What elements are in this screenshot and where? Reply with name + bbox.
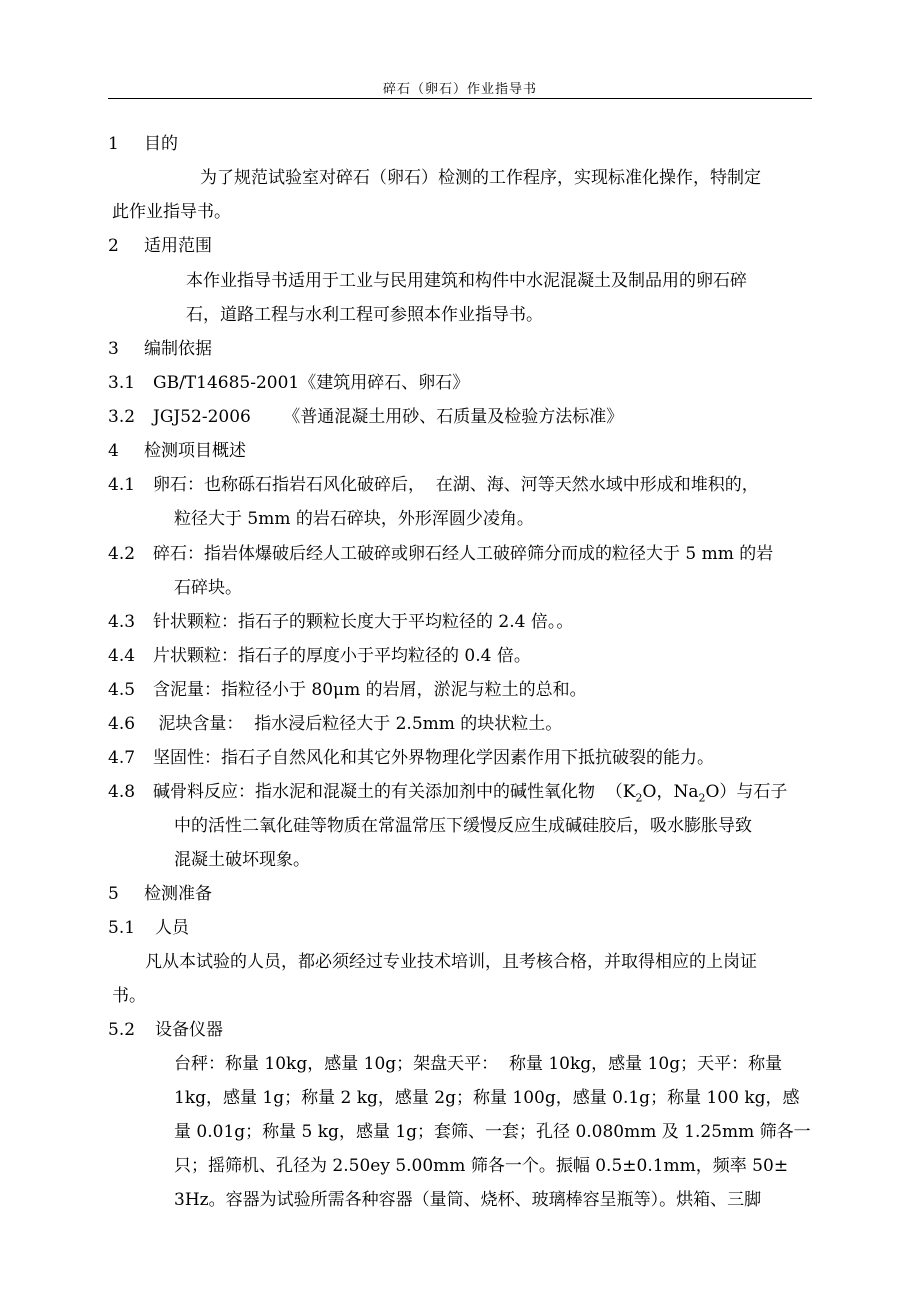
section-4-6-text: 泥块含量： 指水浸后粒径大于 2.5mm 的块状粒土。 bbox=[153, 714, 563, 734]
section-4-8-continuation-2: 混凝土破坏现象。 bbox=[174, 850, 310, 870]
section-4-1-text: 卵石：也称砾石指岩石风化破碎后， 在湖、海、河等天然水域中形成和堆积的， bbox=[153, 475, 759, 495]
section-4-8-sub-a: 2 bbox=[635, 791, 643, 805]
section-4-8-text bbox=[153, 781, 787, 803]
section-5-1-body-line-2: 书。 bbox=[112, 986, 146, 1006]
section-4-8-sub-b: 2 bbox=[698, 791, 706, 805]
section-5-1-body-line-1: 凡从本试验的人员，都必须经过专业技术培训，且考核合格，并取得相应的上岗证 bbox=[145, 952, 757, 972]
section-5-1-title: 人员 bbox=[155, 918, 189, 938]
section-4-2-text: 碎石：指岩体爆破后经人工破碎或卵石经人工破碎筛分而成的粒径大于 5 mm 的岩 bbox=[153, 544, 774, 564]
section-3-title: 编制依据 bbox=[144, 339, 212, 359]
section-2-body-line-2: 石，道路工程与水利工程可参照本作业指导书。 bbox=[186, 305, 543, 325]
section-5-2-title: 设备仪器 bbox=[155, 1020, 223, 1040]
section-4-1-continuation: 粒径大于 5mm 的岩石碎块，外形浑圆少凌角。 bbox=[174, 509, 534, 529]
section-4-7-text: 坚固性：指石子自然风化和其它外界物理化学因素作用下抵抗破裂的能力。 bbox=[153, 748, 714, 768]
section-4-1-number: 4.1 bbox=[108, 475, 136, 495]
section-5-2-body-line-5: 3Hz。容器为试验所需各种容器（量筒、烧杯、玻璃棒容呈瓶等）。烘箱、三脚 bbox=[174, 1190, 762, 1210]
section-4-title: 检测项目概述 bbox=[144, 441, 246, 461]
section-1-body-line-2: 此作业指导书。 bbox=[112, 202, 231, 222]
section-5-1-number: 5.1 bbox=[108, 918, 136, 938]
section-3-1-number: 3.1 bbox=[108, 373, 136, 393]
section-5-2-body-line-2: 1kg，感量 1g；称量 2 kg，感量 2g；称量 100g，感量 0.1g；称量 100 kg，感 bbox=[174, 1088, 800, 1108]
section-2-number: 2 bbox=[108, 236, 119, 256]
section-5-number: 5 bbox=[108, 884, 119, 904]
page-header-title: 碎石（卵石）作业指导书 bbox=[382, 82, 537, 97]
section-4-2-number: 4.2 bbox=[108, 544, 136, 564]
header-rule bbox=[108, 98, 812, 99]
section-2-title: 适用范围 bbox=[144, 236, 212, 256]
section-3-number: 3 bbox=[108, 339, 119, 359]
section-2-body-line-1: 本作业指导书适用于工业与民用建筑和构件中水泥混凝土及制品用的卵石碎 bbox=[186, 271, 747, 291]
section-1-body-line-1: 为了规范试验室对碎石（卵石）检测的工作程序，实现标准化操作，特制定 bbox=[200, 168, 761, 188]
section-1-title: 目的 bbox=[144, 134, 178, 154]
section-4-3-number: 4.3 bbox=[108, 612, 136, 632]
section-5-2-body-line-4: 只；摇筛机、孔径为 2.50ey 5.00mm 筛各一个。振幅 0.5±0.1mm，频率 50± bbox=[174, 1156, 789, 1176]
section-4-8-text-c: O）与石子 bbox=[705, 782, 788, 802]
section-4-8-number: 4.8 bbox=[108, 782, 136, 802]
section-4-8-continuation-1: 中的活性二氧化硅等物质在常温常压下缓慢反应生成碱硅胶后，吸水膨胀导致 bbox=[174, 816, 752, 836]
section-3-2-number: 3.2 bbox=[108, 407, 136, 427]
section-4-3-text: 针状颗粒：指石子的颗粒长度大于平均粒径的 2.4 倍。。 bbox=[153, 612, 574, 632]
section-5-2-body-line-3: 量 0.01g；称量 5 kg，感量 1g；套筛、一套；孔径 0.080mm 及 1.25mm 筛各一 bbox=[174, 1122, 811, 1142]
section-4-2-continuation: 石碎块。 bbox=[174, 578, 242, 598]
section-5-title: 检测准备 bbox=[144, 884, 212, 904]
section-3-2-text: JGJ52-2006 《普通混凝土用砂、石质量及检验方法标准》 bbox=[153, 407, 624, 427]
section-4-5-number: 4.5 bbox=[108, 680, 136, 700]
section-5-2-body-line-1: 台秤：称量 10kg，感量 10g；架盘天平： 称量 10kg，感量 10g；天平：称量 bbox=[174, 1054, 783, 1074]
section-4-5-text: 含泥量：指粒径小于 80μm 的岩屑，淤泥与粒土的总和。 bbox=[153, 680, 587, 700]
section-4-8-text-b: O，Na bbox=[642, 782, 699, 802]
section-1-number: 1 bbox=[108, 134, 119, 154]
section-5-2-number: 5.2 bbox=[108, 1020, 136, 1040]
section-4-8-text-a: 碱骨料反应：指水泥和混凝土的有关添加剂中的碱性氧化物 （K bbox=[153, 782, 636, 802]
section-4-4-text: 片状颗粒：指石子的厚度小于平均粒径的 0.4 倍。 bbox=[153, 646, 531, 666]
section-4-number: 4 bbox=[108, 441, 119, 461]
section-4-7-number: 4.7 bbox=[108, 748, 136, 768]
section-4-6-number: 4.6 bbox=[108, 714, 136, 734]
section-4-4-number: 4.4 bbox=[108, 646, 136, 666]
section-3-1-text: GB/T14685-2001《建筑用碎石、卵石》 bbox=[153, 373, 470, 393]
